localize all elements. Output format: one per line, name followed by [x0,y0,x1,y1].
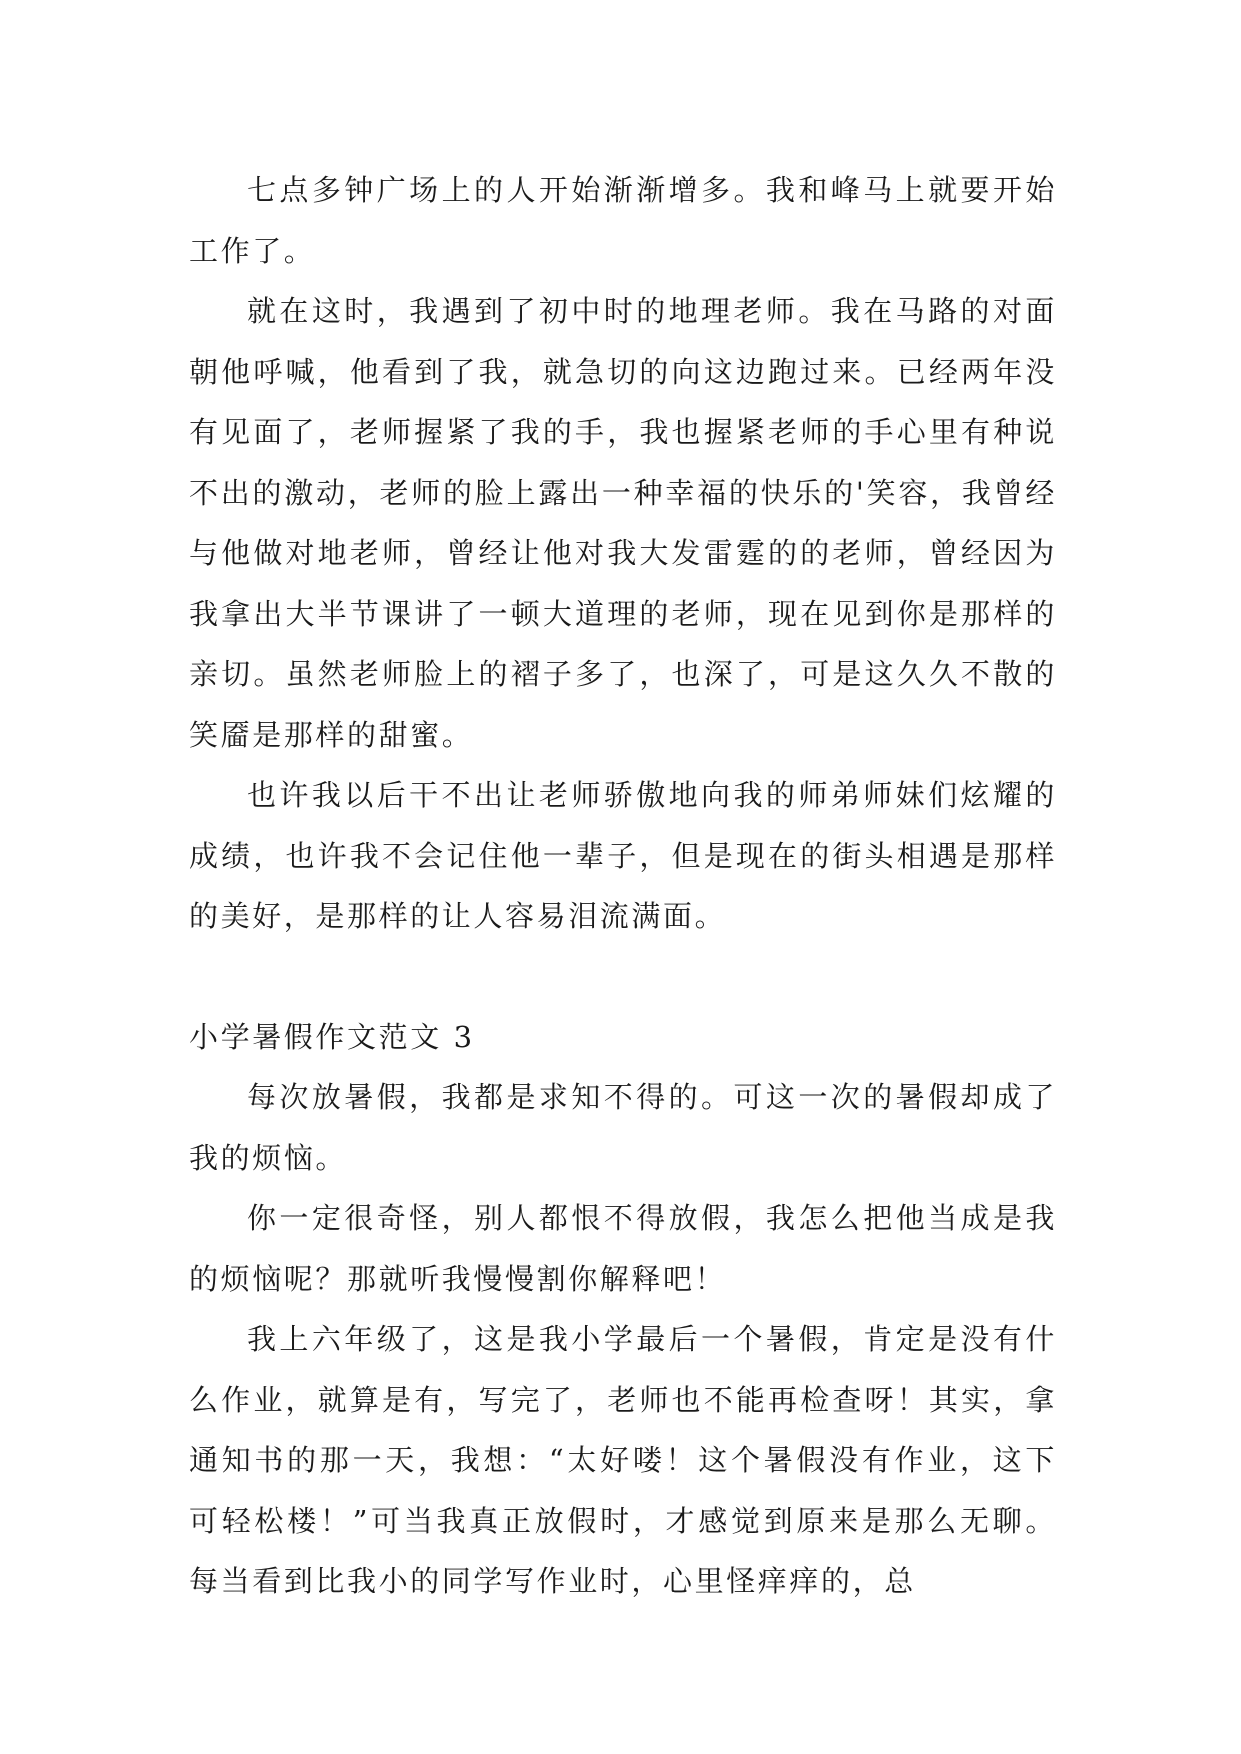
paragraph: 也许我以后干不出让老师骄傲地向我的师弟师妹们炫耀的成绩，也许我不会记住他一辈子，但是现在的街头相遇是那样的美好，是那样的让人容易泪流满面。 [189,778,1057,933]
paragraph: 我上六年级了，这是我小学最后一个暑假，肯定是没有什么作业，就算是有，写完了，老师也不能再检查呀！其实，拿通知书的那一天，我想：“太好喽！这个暑假没有作业，这下可轻松楼！”可当我真正放假时，才感觉到原来是那么无聊。每当看到比我小的同学写作业时，心里怪痒痒的，总 [189,1322,1057,1598]
section-heading: 小学暑假作文范文 3 [189,1019,475,1054]
paragraph: 每次放暑假，我都是求知不得的。可这一次的暑假却成了我的烦恼。 [189,1080,1057,1175]
paragraph: 你一定很奇怪，别人都恨不得放假，我怎么把他当成是我的烦恼呢？那就听我慢慢割你解释吧！ [189,1201,1057,1296]
section-spacer [189,947,1057,1007]
document-body [189,160,1057,1612]
paragraph: 就在这时，我遇到了初中时的地理老师。我在马路的对面朝他呼喊，他看到了我，就急切的向这边跑过来。已经两年没有见面了，老师握紧了我的手，我也握紧老师的手心里有种说不出的激动，老师的脸上露出一种幸福的快乐的'笑容，我曾经与他做对地老师，曾经让他对我大发雷霆的的老师，曾经因为我拿出大半节课讲了一顿大道理的老师，现在见到你是那样的亲切。虽然老师脸上的褶子多了，也深了，可是这久久不散的笑靥是那样的甜蜜。 [189,294,1057,752]
paragraph: 七点多钟广场上的人开始渐渐增多。我和峰马上就要开始工作了。 [189,173,1057,268]
